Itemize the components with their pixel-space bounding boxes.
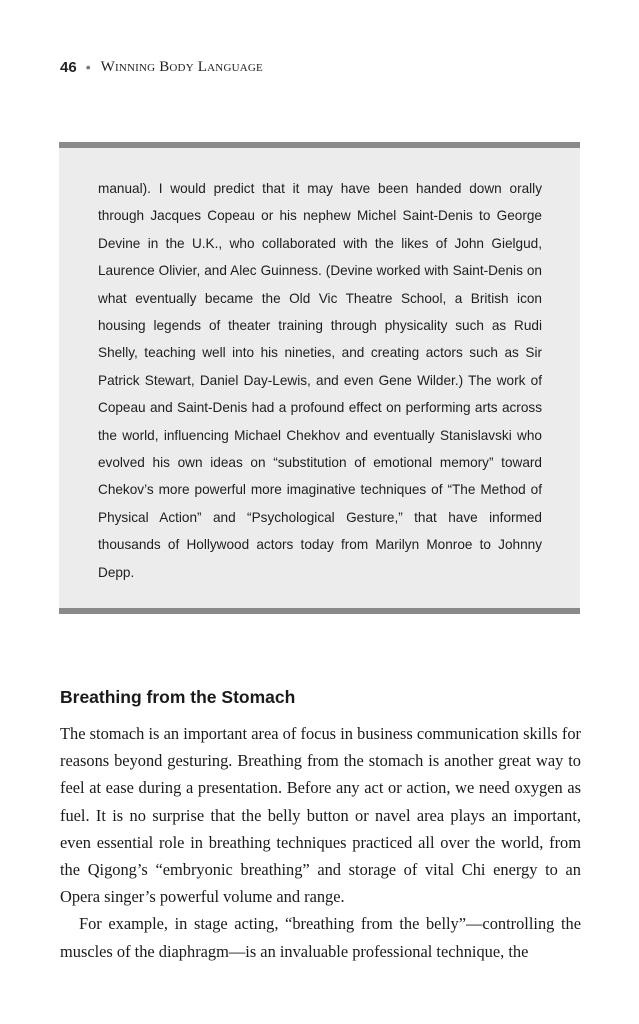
page-number: 46 — [60, 58, 77, 76]
section-heading: Breathing from the Stomach — [60, 687, 296, 707]
running-title: Winning Body Language — [100, 58, 263, 75]
sidebar-text: manual). I would predict that it may have been handed down orally through Jacques Copeau or his nephew Michel Saint-Denis to George Devine in the U.K., who collaborated with the likes of John Gielgud, Laurence Olivier, and Alec Guinness. (Devine worked with Saint-Denis on what eventually became the Old Vic Theatre School, a British icon housing legends of theater training through physicality such as Rudi Shelly, teaching well into his nineties, and creating actors such as Sir Patrick Stewart, Daniel Day-Lewis, and even Gene Wilder.) The work of Copeau and Saint-Denis had a profound effect on performing arts across the world, influencing Michael Chekhov and eventually Stanislavski who evolved his own ideas on “substitution of emotional memory” toward Chekov’s more powerful more imaginative techniques of “The Method of Physical Action” and “Psychological Gesture,” that have informed thousands of Hollywood actors today from Marilyn Monroe to Johnny Depp. — [98, 181, 542, 580]
bullet-separator-icon: • — [85, 59, 91, 75]
sidebar-box — [59, 142, 580, 614]
running-header — [60, 56, 263, 78]
body-text — [60, 720, 581, 965]
body-paragraph: The stomach is an important area of focus in business communication skills for reasons beyond gesturing. Breathing from the stomach is another great way to feel at ease during a presentation. Before any act or action, we need oxygen as fuel. It is no surprise that the belly button or navel area plays an important, even essential role in breathing techniques practiced all over the world, from the Qigong’s “embryonic breathing” and storage of vital Chi energy to an Opera singer’s powerful volume and range. — [60, 724, 581, 907]
body-paragraph: For example, in stage acting, “breathing from the belly”—controlling the muscles of the diaphragm—is an invaluable professional technique, the — [60, 914, 581, 961]
